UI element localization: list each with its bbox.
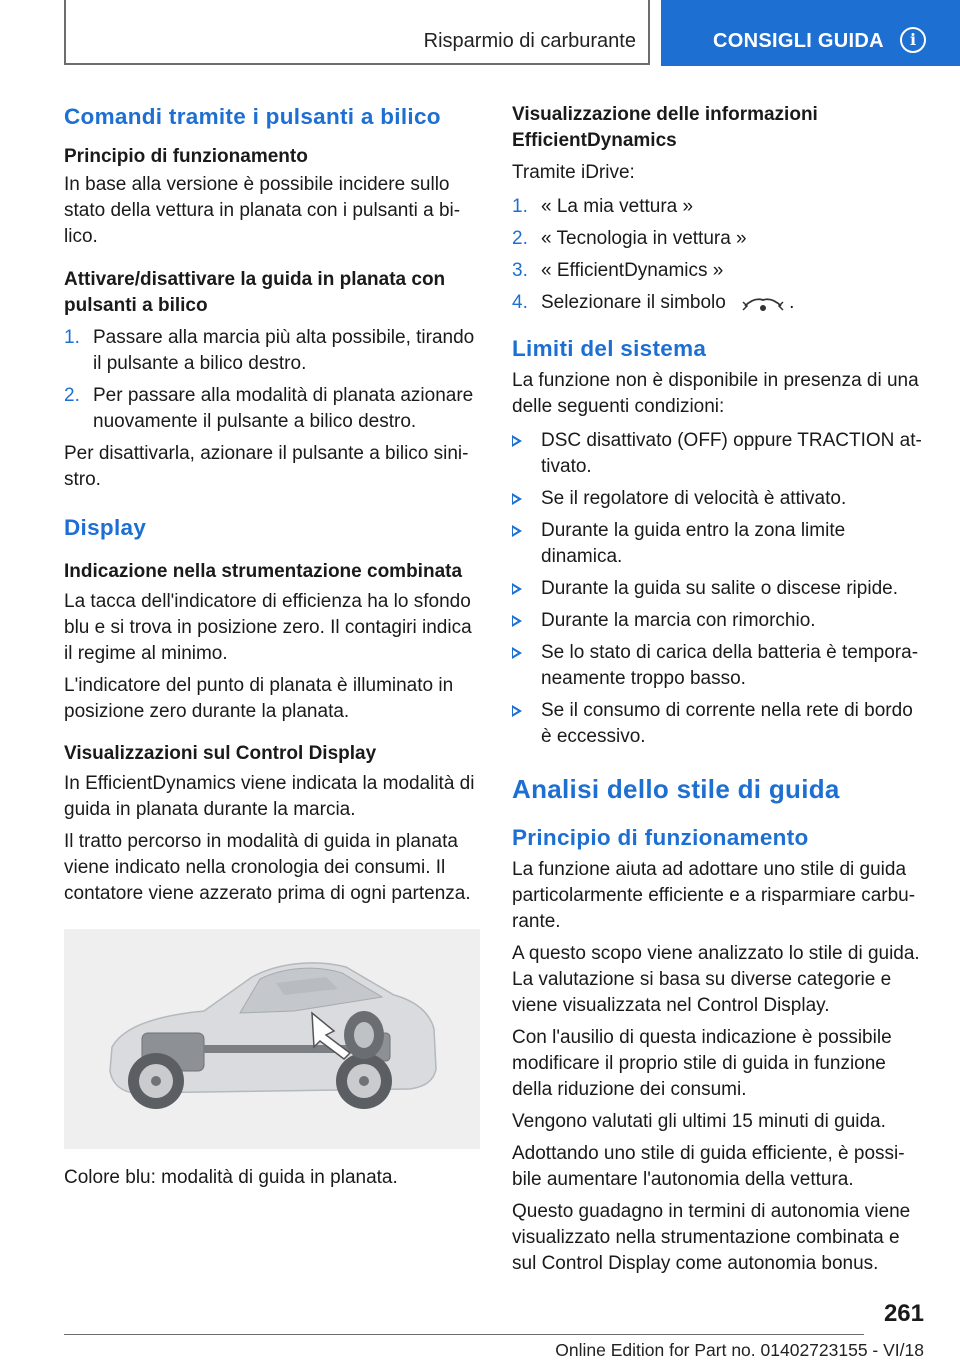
chapter-title: CONSIGLI GUIDA bbox=[713, 30, 884, 52]
car-illustration bbox=[64, 929, 480, 1149]
step-number: 3. bbox=[512, 260, 528, 281]
list-item bbox=[64, 383, 482, 435]
step-text: « EfficientDynamics » bbox=[541, 260, 724, 281]
heading-limiti: Limiti del sistema bbox=[512, 336, 707, 361]
bullet-triangle-icon bbox=[512, 705, 522, 717]
paragraph: Vengono valutati gli ultimi 15 minuti di guida. bbox=[512, 1111, 886, 1132]
paragraph: In EfficientDynamics viene indicata la modalità di guida in planata durante la marcia. bbox=[64, 773, 475, 820]
left-column bbox=[64, 102, 482, 1191]
steps-list bbox=[64, 325, 482, 435]
heading-principio: Principio di funzionamento bbox=[512, 825, 809, 850]
paragraph: Con l'ausilio di questa indicazione è possibile modificare il proprio stile di guida in funzione della riduzione dei consumi. bbox=[512, 1027, 892, 1100]
page-header bbox=[0, 0, 960, 66]
heading-comandi: Comandi tramite i pulsanti a bilico bbox=[64, 104, 441, 129]
bullet-text: Durante la guida entro la zona limite dinamica. bbox=[541, 520, 846, 567]
list-item bbox=[512, 698, 928, 750]
paragraph: In base alla versione è possibile incidere sullo stato della vettura in planata con i pulsanti a bi-lico. bbox=[64, 174, 461, 247]
bullet-text: Se lo stato di carica della batteria è tempora-neamente troppo basso. bbox=[541, 642, 919, 689]
step-text: Per passare alla modalità di planata azionare nuovamente il pulsante a bilico destro. bbox=[93, 385, 474, 432]
bullet-text: Se il consumo di corrente nella rete di bordo è eccessivo. bbox=[541, 700, 913, 747]
heading-analisi: Analisi dello stile di guida bbox=[512, 774, 840, 804]
bullet-triangle-icon bbox=[512, 583, 522, 595]
header-rule-bottom bbox=[64, 63, 650, 65]
chapter-tab[interactable] bbox=[661, 0, 960, 66]
paragraph: Adottando uno stile di guida efficiente, è possi-bile aumentare l'autonomia della vettura. bbox=[512, 1143, 905, 1190]
step-number: 2. bbox=[64, 385, 80, 406]
paragraph: Il tratto percorso in modalità di guida in planata viene indicato nella cronologia dei consumi. Il contatore viene azzerato prima di ogni partenza. bbox=[64, 831, 471, 904]
coasting-symbol-icon bbox=[741, 292, 785, 314]
subheading-visualizzazioni: Visualizzazioni sul Control Display bbox=[64, 743, 377, 764]
bullet-triangle-icon bbox=[512, 615, 522, 627]
list-item bbox=[512, 486, 928, 512]
bullet-triangle-icon bbox=[512, 493, 522, 505]
paragraph: A questo scopo viene analizzato lo stile di guida. La valutazione si basa su diverse categorie e viene visualizzata nel Control Display. bbox=[512, 943, 920, 1016]
list-item bbox=[512, 226, 928, 252]
section-title: Risparmio di carburante bbox=[423, 30, 636, 52]
step-text: « La mia vettura » bbox=[541, 196, 694, 217]
footer-edition: Online Edition for Part no. 01402723155 - VI/18 bbox=[555, 1340, 924, 1360]
step-number: 1. bbox=[64, 327, 80, 348]
conditions-list bbox=[512, 428, 928, 750]
header-rule-left bbox=[64, 0, 66, 64]
page-number: 261 bbox=[883, 1300, 924, 1327]
step-number: 1. bbox=[512, 196, 528, 217]
bullet-triangle-icon bbox=[512, 525, 522, 537]
step-text: Selezionare il simbolo bbox=[541, 292, 726, 313]
bullet-text: Durante la guida su salite o discese ripide. bbox=[541, 578, 898, 599]
bullet-triangle-icon bbox=[512, 435, 522, 447]
subheading-indicazione: Indicazione nella strumentazione combinata bbox=[64, 561, 463, 582]
paragraph: Questo guadagno in termini di autonomia viene visualizzato nella strumentazione combinata e sul Control Display come autonomia bonus. bbox=[512, 1201, 911, 1274]
step-number: 4. bbox=[512, 292, 528, 313]
list-item bbox=[512, 608, 928, 634]
step-number: 2. bbox=[512, 228, 528, 249]
steps-list bbox=[512, 194, 928, 316]
paragraph: L'indicatore del punto di planata è illuminato in posizione zero durante la planata. bbox=[64, 675, 454, 722]
list-item bbox=[512, 290, 928, 316]
step-text: Passare alla marcia più alta possibile, tirando il pulsante a bilico destro. bbox=[93, 327, 475, 374]
subheading-attivare: Attivare/disattivare la guida in planata con pulsanti a bilico bbox=[64, 269, 446, 316]
step-text-end: . bbox=[789, 292, 795, 313]
paragraph: Tramite iDrive: bbox=[512, 162, 635, 183]
subheading-principio: Principio di funzionamento bbox=[64, 146, 308, 167]
list-item bbox=[512, 640, 928, 692]
figure-caption: Colore blu: modalità di guida in planata. bbox=[64, 1167, 398, 1188]
paragraph: La funzione aiuta ad adottare uno stile di guida particolarmente efficiente e a risparmiare carbu-rante. bbox=[512, 859, 916, 932]
list-item bbox=[512, 194, 928, 220]
info-icon: i bbox=[900, 27, 926, 53]
step-text: « Tecnologia in vettura » bbox=[541, 228, 747, 249]
list-item bbox=[512, 518, 928, 570]
bullet-text: Durante la marcia con rimorchio. bbox=[541, 610, 816, 631]
bullet-triangle-icon bbox=[512, 647, 522, 659]
list-item bbox=[512, 428, 928, 480]
heading-display: Display bbox=[64, 515, 147, 540]
list-item bbox=[64, 325, 482, 377]
list-item bbox=[512, 258, 928, 284]
header-rule-divider bbox=[648, 0, 650, 64]
footer-rule bbox=[64, 1334, 864, 1335]
subheading-visualizzazione: Visualizzazione delle informazioni EfficientDynamics bbox=[512, 104, 818, 151]
bullet-text: DSC disattivato (OFF) oppure TRACTION at-tivato. bbox=[541, 430, 922, 477]
bullet-text: Se il regolatore di velocità è attivato. bbox=[541, 488, 847, 509]
paragraph: La tacca dell'indicatore di efficienza ha lo sfondo blu e si trova in posizione zero. Il contagiri indica il regime al minimo. bbox=[64, 591, 472, 664]
paragraph: La funzione non è disponibile in presenza di una delle seguenti condizioni: bbox=[512, 370, 919, 417]
paragraph: Per disattivarla, azionare il pulsante a bilico sini-stro. bbox=[64, 443, 469, 490]
list-item bbox=[512, 576, 928, 602]
car-drawing bbox=[64, 929, 480, 1149]
right-column bbox=[512, 102, 928, 1277]
